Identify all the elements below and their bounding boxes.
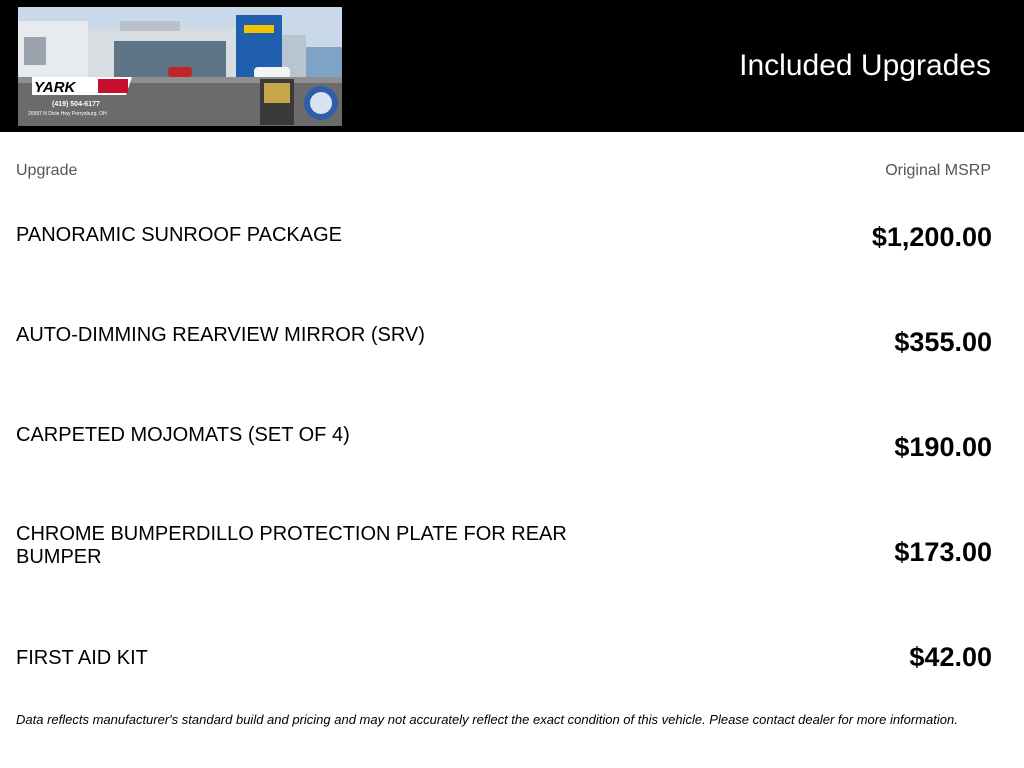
header-bar [0, 0, 1024, 132]
logo-brand-text: YARK [34, 79, 76, 96]
logo-phone-text: (419) 504-6177 [52, 101, 100, 108]
dealership-logo [18, 7, 342, 126]
column-header-upgrade: Upgrade [16, 162, 78, 179]
page-title: Included Upgrades [739, 49, 991, 82]
upgrade-price: $190.00 [894, 432, 992, 462]
upgrade-price: $173.00 [894, 537, 992, 567]
upgrade-name: AUTO-DIMMING REARVIEW MIRROR (SRV) [16, 324, 425, 346]
upgrade-name: FIRST AID KIT [16, 647, 148, 669]
disclaimer-text: Data reflects manufacturer's standard build and pricing and may not accurately reflect the exact condition of this vehicle. Please contact dealer for more information. [16, 712, 958, 727]
upgrade-name: PANORAMIC SUNROOF PACKAGE [16, 224, 342, 246]
upgrade-price: $42.00 [909, 642, 992, 672]
upgrade-name: CHROME BUMPERDILLO PROTECTION PLATE FOR REAR BUMPER [16, 523, 567, 568]
logo-address-text: 26997 N Dixie Hwy Perrysburg, OH [28, 111, 107, 117]
column-header-msrp: Original MSRP [885, 162, 991, 179]
upgrade-name: CARPETED MOJOMATS (SET OF 4) [16, 424, 350, 446]
upgrade-price: $355.00 [894, 327, 992, 357]
upgrade-price: $1,200.00 [871, 222, 992, 252]
